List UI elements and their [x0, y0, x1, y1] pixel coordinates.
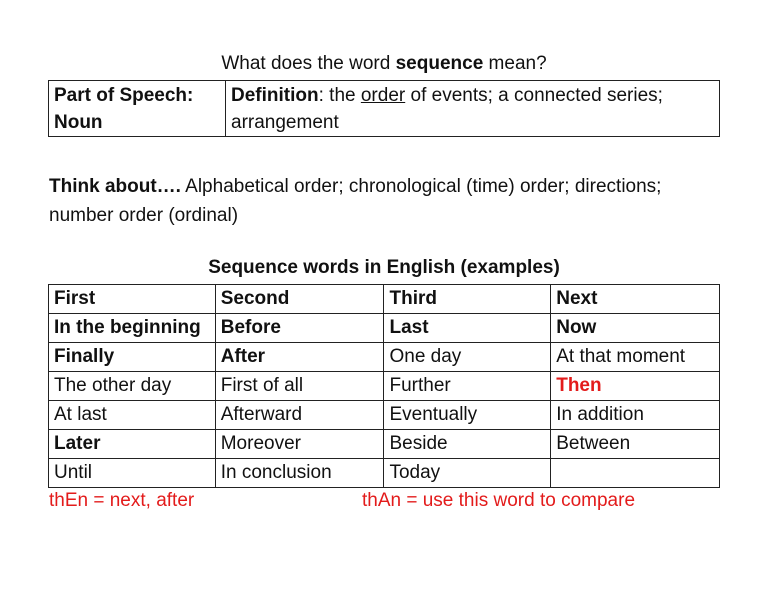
table-cell: Next	[551, 285, 720, 314]
table-row	[49, 343, 720, 372]
table-row	[49, 372, 720, 401]
definition-text-2: of events; a connected series; arrangement	[231, 85, 663, 133]
table-cell: Further	[384, 372, 551, 401]
table-row	[49, 459, 720, 488]
sequence-table-body	[49, 285, 720, 488]
table-row	[49, 285, 720, 314]
question-after: mean?	[483, 53, 547, 74]
table-row	[49, 430, 720, 459]
part-of-speech-cell	[49, 81, 226, 137]
table-cell: Finally	[49, 343, 216, 372]
table-cell: Before	[215, 314, 384, 343]
think-about-label: Think about….	[49, 176, 181, 197]
table-cell: Last	[384, 314, 551, 343]
table-cell: Third	[384, 285, 551, 314]
table-cell: Moreover	[215, 430, 384, 459]
definition-row	[49, 81, 720, 137]
table-cell: One day	[384, 343, 551, 372]
table-cell: Today	[384, 459, 551, 488]
sequence-words-table	[48, 284, 720, 488]
table-cell: In conclusion	[215, 459, 384, 488]
part-of-speech-label: Part of Speech:	[54, 85, 194, 106]
question-keyword: sequence	[395, 53, 484, 74]
table-cell: Until	[49, 459, 216, 488]
table-cell: In addition	[551, 401, 720, 430]
definition-label: Definition	[231, 85, 319, 106]
part-of-speech-value: Noun	[54, 112, 103, 133]
question-before: What does the word	[221, 53, 396, 74]
think-about-paragraph	[49, 172, 729, 230]
table-cell: The other day	[49, 372, 216, 401]
table-cell: Then	[551, 372, 720, 401]
table-cell: At that moment	[551, 343, 720, 372]
then-note: thEn = next, after	[49, 490, 195, 511]
table-cell	[551, 459, 720, 488]
table-cell: Afterward	[215, 401, 384, 430]
table-cell: Second	[215, 285, 384, 314]
table-cell: First	[49, 285, 216, 314]
table-row	[49, 401, 720, 430]
table-cell: At last	[49, 401, 216, 430]
sequence-table-title: Sequence words in English (examples)	[208, 257, 560, 278]
table-cell: First of all	[215, 372, 384, 401]
definition-cell	[226, 81, 720, 137]
table-cell: Later	[49, 430, 216, 459]
think-about-text: Alphabetical order; chronological (time) order; directions; number order (ordinal)	[49, 176, 662, 226]
table-cell: Eventually	[384, 401, 551, 430]
table-cell: Beside	[384, 430, 551, 459]
question-heading	[0, 52, 768, 76]
definition-text-1: : the	[318, 85, 361, 106]
definition-underlined-word: order	[360, 85, 406, 106]
than-note: thAn = use this word to compare	[362, 490, 636, 511]
definition-table	[48, 80, 720, 137]
table-cell: Now	[551, 314, 720, 343]
table-cell: After	[215, 343, 384, 372]
table-cell: Between	[551, 430, 720, 459]
table-cell: In the beginning	[49, 314, 216, 343]
table-row	[49, 314, 720, 343]
